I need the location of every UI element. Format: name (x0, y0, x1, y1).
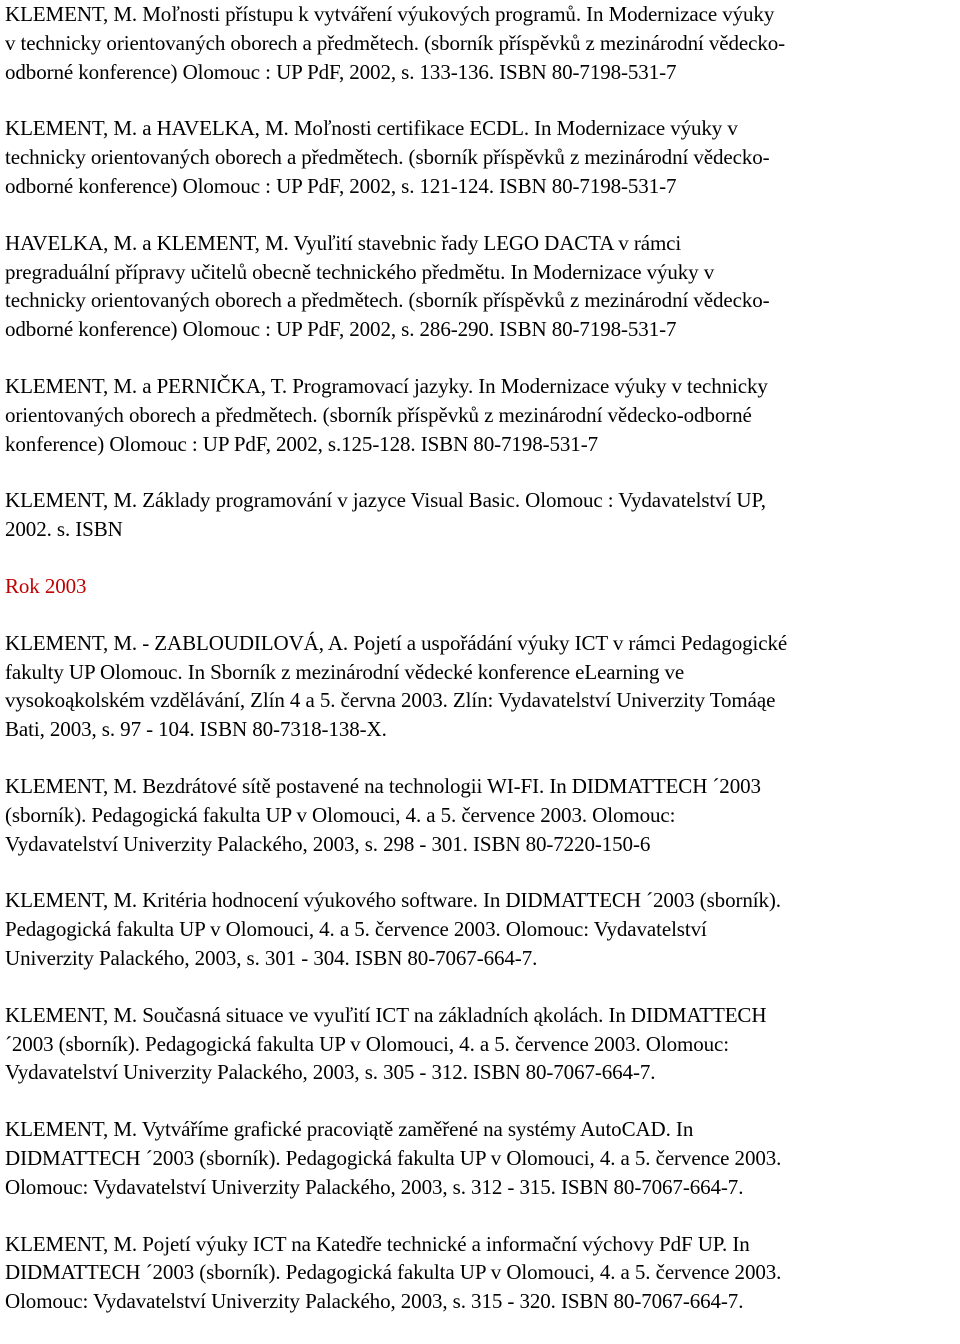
entry-line: technicky orientovaných oborech a předmětech. (sborník příspěvků z mezinárodní vědecko- (5, 145, 770, 170)
entry-line: (sborník). Pedagogická fakulta UP v Olomouci, 4. a 5. července 2003. Olomouc: (5, 802, 676, 827)
entry-line: v technicky orientovaných oborech a předmětech. (sborník příspěvků z mezinárodní vědecko- (5, 30, 786, 55)
entry-line: KLEMENT, M. Moľnosti přístupu k vytváření výukových programů. In Modernizace výuky (5, 2, 775, 26)
entry-line: KLEMENT, M. a HAVELKA, M. Moľnosti certifikace ECDL. In Modernizace výuky v (5, 116, 738, 141)
publication-entry (5, 629, 960, 744)
entry-line: 2002. s. ISBN (5, 517, 123, 542)
publication-entry (5, 886, 960, 972)
entry-line: KLEMENT, M. Bezdrátové sítě postavené na technologii WI-FI. In DIDMATTECH ´2003 (5, 773, 761, 798)
entry-line: KLEMENT, M. a PERNIČKA, T. Programovací jazyky. In Modernizace výuky v technicky (5, 373, 768, 398)
entry-line: KLEMENT, M. - ZABLOUDILOVÁ, A. Pojetí a uspořádání výuky ICT v rámci Pedagogické (5, 630, 788, 655)
publication-list (5, 0, 960, 1344)
entry-line: Bati, 2003, s. 97 - 104. ISBN 80-7318-138-X. (5, 717, 387, 742)
entry-line: HAVELKA, M. a KLEMENT, M. Vyuľití stavebnic řady LEGO DACTA v rámci (5, 230, 682, 255)
publication-entry (5, 0, 960, 86)
entry-line: KLEMENT, M. Pojetí výuky ICT na Katedře technické a informační výchovy PdF UP. In (5, 1231, 750, 1256)
publication-entry (5, 229, 960, 344)
entry-line: KLEMENT, M. Základy programování v jazyce Visual Basic. Olomouc : Vydavatelství UP, (5, 488, 766, 513)
entry-line: Olomouc: Vydavatelství Univerzity Palackého, 2003, s. 315 - 320. ISBN 80-7067-664-7. (5, 1289, 744, 1314)
entry-line: Pedagogická fakulta UP v Olomouci, 4. a 5. července 2003. Olomouc: Vydavatelství (5, 917, 707, 942)
entry-line: odborné konference) Olomouc : UP PdF, 2002, s. 286-290. ISBN 80-7198-531-7 (5, 317, 677, 342)
entry-line: Univerzity Palackého, 2003, s. 301 - 304. ISBN 80-7067-664-7. (5, 945, 538, 970)
entry-line: Olomouc: Vydavatelství Univerzity Palackého, 2003, s. 312 - 315. ISBN 80-7067-664-7. (5, 1174, 744, 1199)
entry-line: ´2003 (sborník). Pedagogická fakulta UP v Olomouci, 4. a 5. července 2003. Olomouc: (5, 1031, 729, 1056)
publication-entry (5, 772, 960, 858)
publication-entry (5, 114, 960, 200)
entry-line: odborné konference) Olomouc : UP PdF, 2002, s. 121-124. ISBN 80-7198-531-7 (5, 173, 677, 198)
entry-line: KLEMENT, M. Vytváříme grafické pracoviątě zaměřené na systémy AutoCAD. In (5, 1117, 694, 1142)
entry-line: fakulty UP Olomouc. In Sborník z mezinárodní vědecké konference eLearning ve (5, 659, 685, 684)
entry-line: konference) Olomouc : UP PdF, 2002, s.125-128. ISBN 80-7198-531-7 (5, 431, 598, 456)
entry-line: pregraduální přípravy učitelů obecně technického předmětu. In Modernizace výuky v (5, 259, 715, 284)
year-heading: Rok 2003 (5, 573, 87, 598)
publication-entry (5, 372, 960, 458)
publication-entry (5, 1001, 960, 1087)
publication-entry (5, 1115, 960, 1201)
entry-line: DIDMATTECH ´2003 (sborník). Pedagogická fakulta UP v Olomouci, 4. a 5. července 2003. (5, 1260, 782, 1285)
entry-line: odborné konference) Olomouc : UP PdF, 2002, s. 133-136. ISBN 80-7198-531-7 (5, 59, 677, 84)
entry-line: technicky orientovaných oborech a předmětech. (sborník příspěvků z mezinárodní vědecko- (5, 288, 770, 313)
publication-entry (5, 1230, 960, 1316)
entry-line: Vydavatelství Univerzity Palackého, 2003, s. 305 - 312. ISBN 80-7067-664-7. (5, 1060, 656, 1085)
entry-line: KLEMENT, M. Kritéria hodnocení výukového software. In DIDMATTECH ´2003 (sborník). (5, 888, 781, 913)
entry-line: orientovaných oborech a předmětech. (sborník příspěvků z mezinárodní vědecko-odborné (5, 402, 752, 427)
entry-line: KLEMENT, M. Současná situace ve vyuľití ICT na základních ąkolách. In DIDMATTECH (5, 1002, 767, 1027)
publication-entry (5, 486, 960, 544)
entry-line: vysokoąkolském vzdělávání, Zlín 4 a 5. června 2003. Zlín: Vydavatelství Univerzity Tomáąe (5, 688, 776, 713)
entry-line: DIDMATTECH ´2003 (sborník). Pedagogická fakulta UP v Olomouci, 4. a 5. července 2003. (5, 1145, 782, 1170)
entry-line: Vydavatelství Univerzity Palackého, 2003, s. 298 - 301. ISBN 80-7220-150-6 (5, 831, 651, 856)
